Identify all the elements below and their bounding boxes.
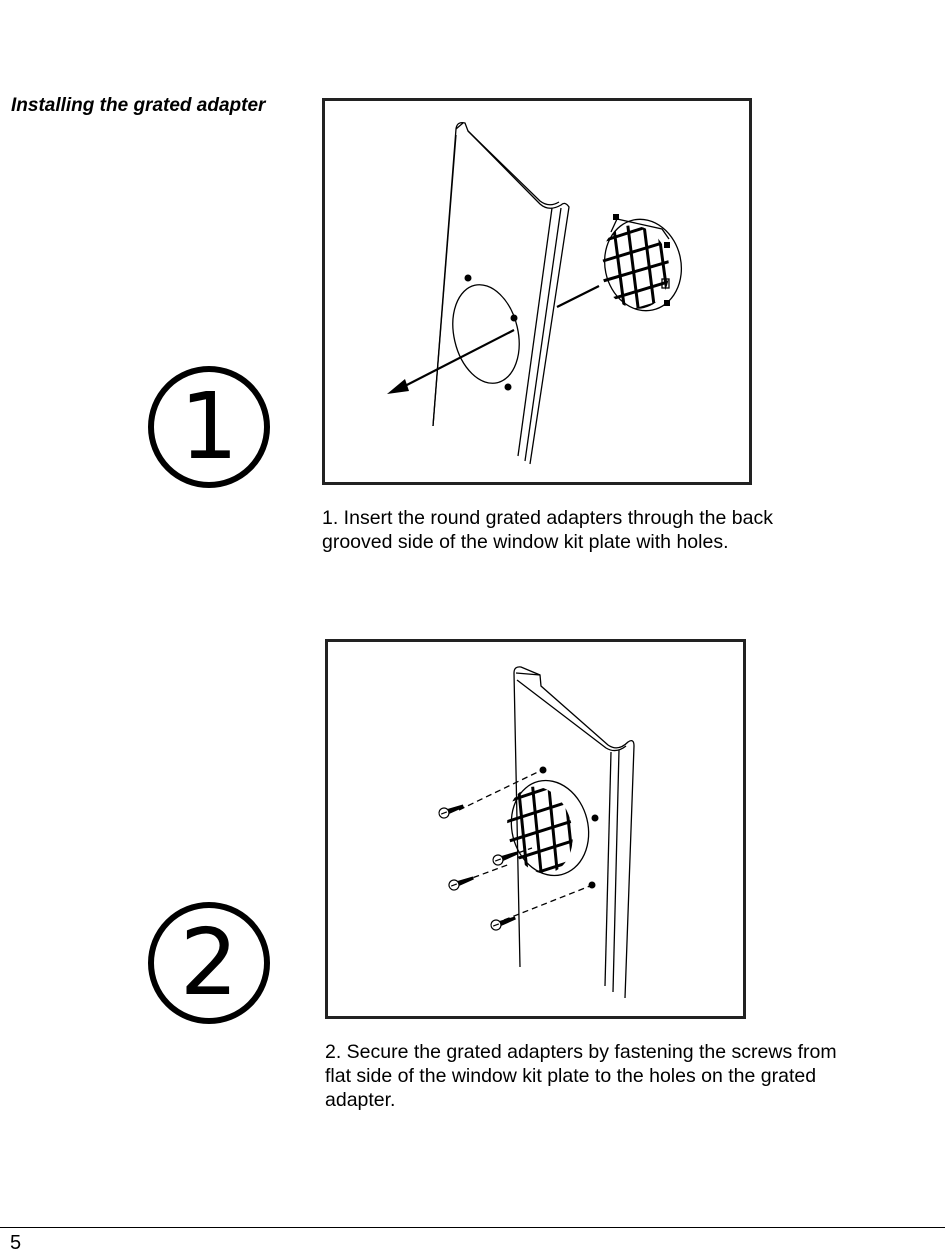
step-2-caption [325,1040,885,1112]
step-2-caption-line-2: flat side of the window kit plate to the holes on the grated [325,1065,817,1087]
step-2-caption-line-1: 2. Secure the grated adapters by fastening the screws from [325,1041,837,1063]
section-title: Installing the grated adapter [11,95,266,116]
window-kit-plate-insert-diagram [325,101,749,482]
page-number: 5 [10,1232,22,1254]
step-1-illustration [322,98,752,485]
step-2-caption-line-3: adapter. [325,1089,396,1111]
grated-adapter-screw-diagram [328,642,743,1016]
step-1-caption [322,506,862,554]
step-1-caption-line-2: grooved side of the window kit plate with holes. [322,531,729,553]
step-2-illustration [325,639,746,1019]
step-2-number: 2 [148,902,270,1024]
step-1-number: 1 [148,366,270,488]
footer-divider [0,1227,945,1228]
step-1-caption-line-1: 1. Insert the round grated adapters through the back [322,507,773,529]
